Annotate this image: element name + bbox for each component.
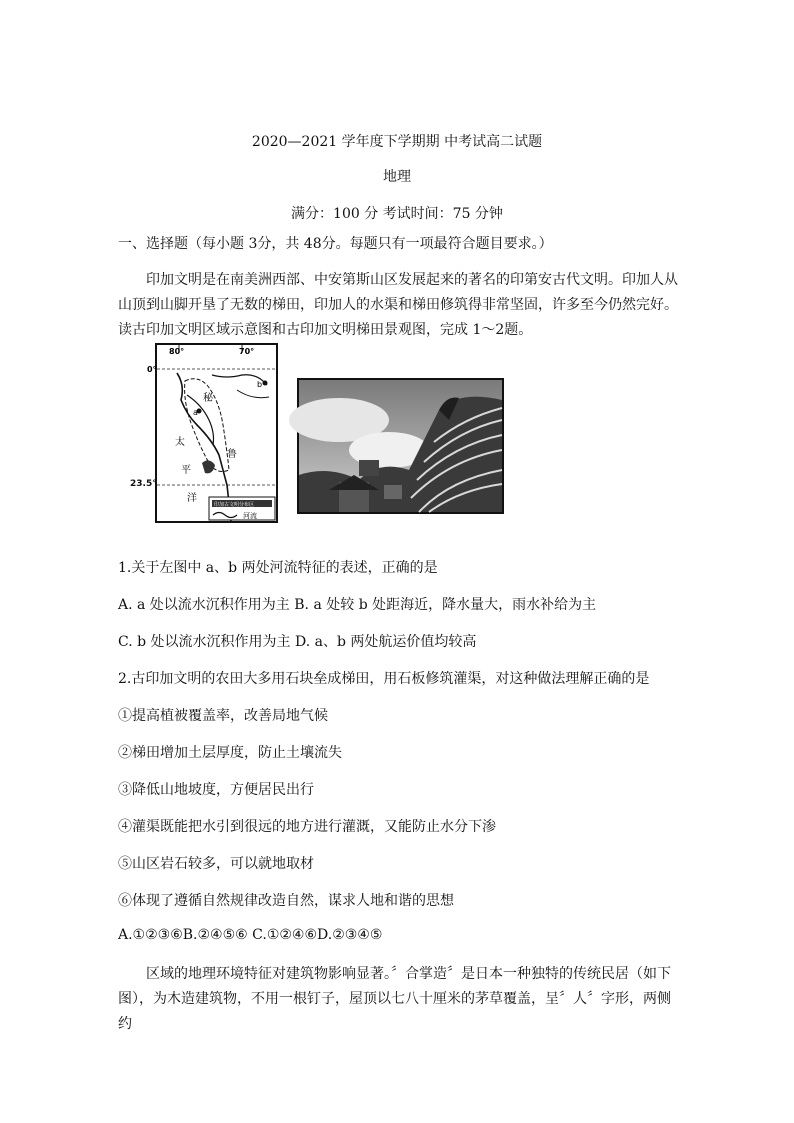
label-a: a (193, 408, 198, 417)
q2-stem: 2.古印加文明的农田大多用石块垒成梯田，用石板修筑灌渠，对这种做法理解正确的是 (118, 671, 650, 687)
legend-region-label: 印加古文明分布区 (214, 502, 255, 508)
shaded-area (202, 460, 215, 473)
passage-inca: 印加文明是在南美洲西部、中安第斯山区发展起来的著名的印第安古代文明。印加人从山顶到山脚开垦了无数的梯田，印加人的水渠和梯田修筑得非常坚固，许多至今仍然完好。读古印加文明区域示意图和古印加文明梯田景观图，完成 1～2题。 (118, 272, 678, 338)
ocean-char-3: 洋 (187, 493, 197, 504)
q2-item-4: ④灌渠既能把水引到很远的地方进行灌溉，又能防止水分下渗 (118, 819, 496, 835)
q1-stem: 1.关于左图中 a、b 两处河流特征的表述，正确的是 (118, 560, 438, 576)
q2-item-5: ⑤山区岩石较多，可以就地取材 (118, 856, 314, 872)
country-char-2: 鲁 (227, 449, 237, 460)
q1-options-ab: A. a 处以流水沉积作用为主 B. a 处较 b 处距海近，降水量大，雨水补给为主 (118, 597, 597, 613)
label-b: b (257, 380, 263, 389)
q2-item-2: ②梯田增加土层厚度，防止土壤流失 (118, 745, 342, 761)
q1-options-cd: C. b 处以流水沉积作用为主 D. a、b 两处航运价值均较高 (118, 634, 477, 650)
passage-gassho: 区域的地理环境特征对建筑物影响显著。〞合掌造〞是日本一种独特的传统民居（如下图），为木造建筑物，不用一根钉子，屋顶以七八十厘米的茅草覆盖，呈〞人〞字形，两侧约 (118, 966, 671, 1032)
terrace-photo (297, 378, 504, 514)
inca-region-map (147, 343, 278, 523)
legend-river-label: 河流 (243, 512, 257, 520)
point-b (263, 381, 268, 386)
subject-title: 地理 (383, 169, 411, 185)
lat-label-eq: 0° (147, 365, 157, 374)
q2-item-3: ③降低山地坡度，方便居民出行 (118, 782, 314, 798)
ocean-char-1: 太 (175, 437, 185, 448)
section-heading: 一、选择题（每小题 3分，共 48分。每题只有一项最符合题目要求。） (118, 236, 553, 252)
q2-options: A.①②③⑥B.②④⑤⑥ C.①②④⑥D.②③④⑤ (118, 927, 383, 943)
ocean-char-2: 平 (181, 465, 191, 476)
lat-label-tropic: 23.5° (130, 479, 157, 489)
lon-label-2: 70° (239, 347, 255, 356)
q2-item-6: ⑥体现了遵循自然规律改造自然，谋求人地和谐的思想 (118, 893, 454, 909)
country-char-1: 秘 (203, 393, 213, 404)
exam-title: 2020—2021 学年度下学期期 中考试高二试题 (251, 134, 543, 150)
score-time: 满分：100 分 考试时间：75 分钟 (291, 206, 503, 222)
q2-item-1: ①提高植被覆盖率，改善局地气候 (118, 708, 328, 724)
lon-label-1: 80° (169, 347, 185, 356)
